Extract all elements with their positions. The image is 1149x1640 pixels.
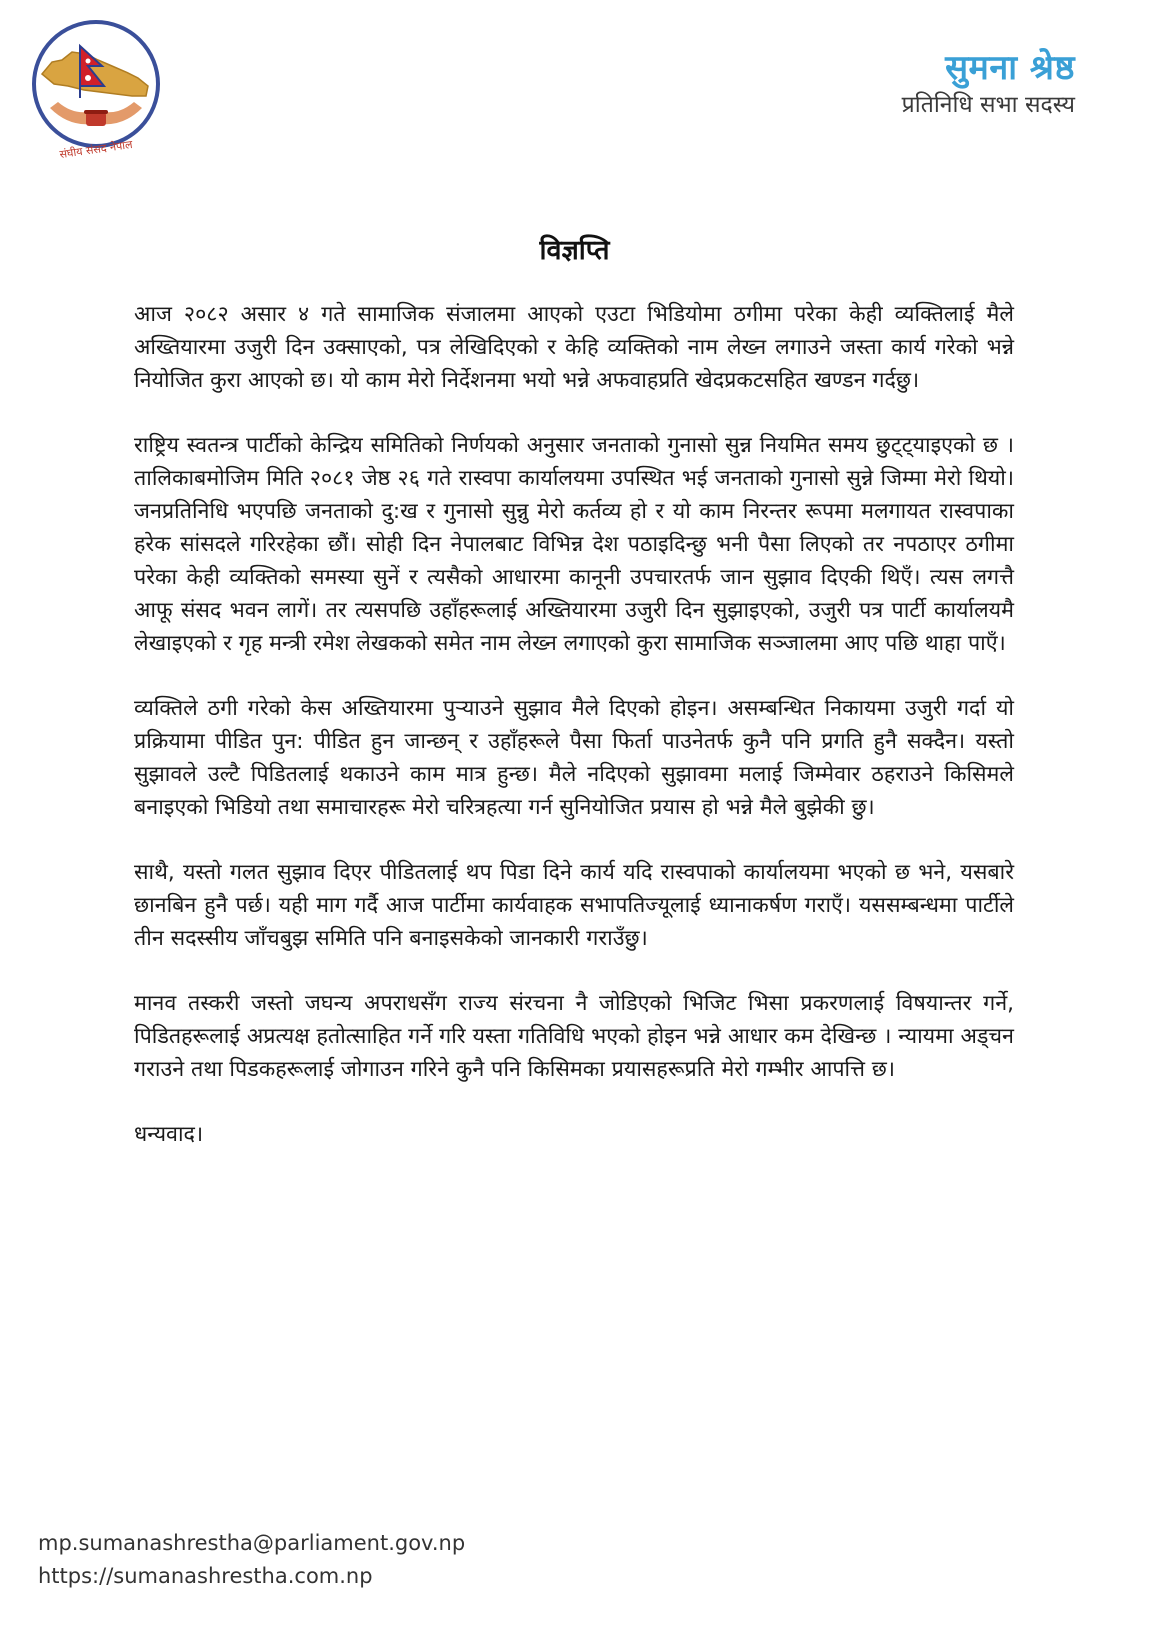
document-title: विज्ञप्ति xyxy=(539,235,610,266)
email-link[interactable]: mp.sumanashrestha@parliament.gov.np xyxy=(38,1531,466,1555)
author-header xyxy=(902,48,1075,120)
footer-contact xyxy=(38,1527,465,1593)
website-link[interactable]: https://sumanashrestha.com.np xyxy=(38,1564,373,1588)
paragraph: मानव तस्करी जस्तो जघन्य अपराधसँग राज्य संरचना नै जोडिएको भिजिट भिसा प्रकरणलाई विषयान्तर गर्ने, पिडितहरूलाई अप्रत्यक्ष हतोत्साहित गर्ने गरि यस्ता गतिविधि भएको होइन भन्ने आधार कम देखिन्छ । न्यायमा अड्चन गराउने तथा पिडकहरूलाई जोगाउन गरिने कुनै पनि किसिमका प्रयासहरूप्रति मेरो गम्भीर आपत्ति छ। xyxy=(134,991,1014,1082)
paragraph: आज २०८२ असार ४ गते सामाजिक संजालमा आएको एउटा भिडियोमा ठगीमा परेका केही व्यक्तिलाई मैले अख्तियारमा उजुरी दिन उक्साएको, पत्र लेखिदिएको र केहि व्यक्तिको नाम लेख्न लगाउने जस्ता कार्य गरेको भन्ने नियोजित कुरा आएको छ। यो काम मेरो निर्देशनमा भयो भन्ने अफवाहप्रति खेदप्रकटसहित खण्डन गर्दछु। xyxy=(134,302,1014,393)
paragraph: साथै, यस्तो गलत सुझाव दिएर पीडितलाई थप पिडा दिने कार्य यदि रास्वपाको कार्यालयमा भएको छ भने, यसबारे छानबिन हुनै पर्छ। यही माग गर्दै आज पार्टीमा कार्यवाहक सभापतिज्यूलाई ध्यानाकर्षण गराएँ। यससम्बन्धमा पार्टीले तीन सदस्सीय जाँचबुझ समिति पनि बनाइसकेको जानकारी गराउँछु। xyxy=(134,860,1014,951)
logo-caption: संघीय संसद नेपाल xyxy=(58,137,134,162)
paragraph: व्यक्तिले ठगी गरेको केस अख्तियारमा पुर्‍याउने सुझाव मैले दिएको होइन। असम्बन्धित निकायमा उजुरी गर्दा यो प्रक्रियामा पीडित पुन: पीडित हुन जान्छन् र उहाँहरूले पैसा फिर्ता पाउनेतर्फ कुनै पनि प्रगति हुनै सक्दैन। यस्तो सुझावले उल्टै पिडितलाई थकाउने काम मात्र हुन्छ। मैले नदिएको सुझावमा मलाई जिम्मेवार ठहराउने किसिमले बनाइएको भिडियो तथा समाचारहरू मेरो चरित्रहत्या गर्न सुनियोजित प्रयास हो भन्ने मैले बुझेकी छु। xyxy=(134,696,1014,820)
paragraph: राष्ट्रिय स्वतन्त्र पार्टीको केन्द्रिय समितिको निर्णयको अनुसार जनताको गुनासो सुन्न नियमित समय छुट्ट्याइएको छ । तालिकाबमोजिम मिति २०८१ जेष्ठ २६ गते रास्वपा कार्यालयमा उपस्थित भई जनताको गुनासो सुन्ने जिम्मा मेरो थियो। जनप्रतिनिधि भएपछि जनताको दु:ख र गुनासो सुन्नु मेरो कर्तव्य हो र यो काम निरन्तर रूपमा मलगायत रास्वपाका हरेक सांसदले गरिरहेका छौं। सोही दिन नेपालबाट विभिन्न देश पठाइदिन्छु भनी पैसा लिएको तर नपठाएर ठगीमा परेका केही व्यक्तिको समस्या सुनें र त्यसैको आधारमा कानूनी उपचारतर्फ जान सुझाव दिएकी थिएँ। त्यस लगत्तै आफू संसद भवन लागें। तर त्यसपछि उहाँहरूलाई अख्तियारमा उजुरी दिन सुझाइएको, उजुरी पत्र पार्टी कार्यालयमै लेखाइएको र गृह मन्त्री रमेश लेखकको समेत नाम लेख्न लगाएको कुरा सामाजिक सञ्जालमा आए पछि थाहा पाएँ। xyxy=(134,433,1014,656)
closing-text: धन्यवाद। xyxy=(134,1122,204,1147)
author-name: सुमना श्रेष्ठ xyxy=(945,48,1075,88)
parliament-logo xyxy=(28,16,164,166)
author-role: प्रतिनिधि सभा सदस्य xyxy=(901,92,1075,118)
document-body xyxy=(134,298,1014,1151)
